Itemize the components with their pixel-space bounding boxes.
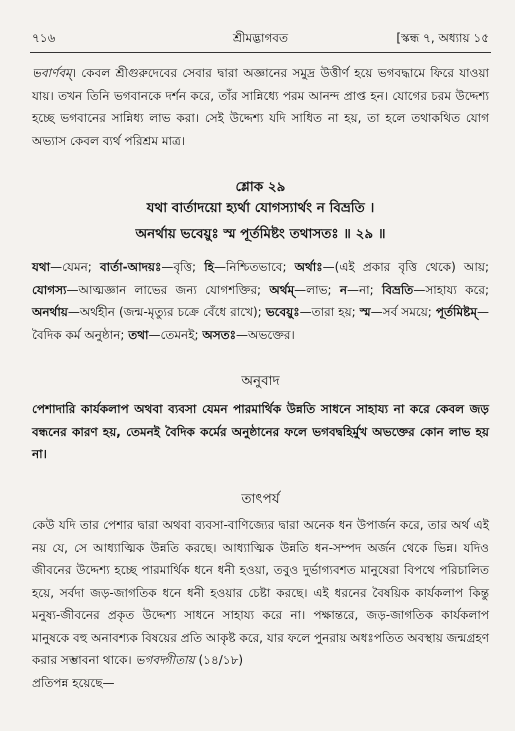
synonym-entry: যোগস্য—আত্মজ্ঞান লাভের জন্য যোগশক্তির;: [32, 282, 270, 297]
header-rule: [30, 52, 491, 53]
purport-paragraph: [32, 514, 489, 694]
book-title: শ্রীমদ্ভাগবত: [232, 31, 288, 45]
gita-verse-number: (১৪/১৮): [194, 653, 244, 667]
gita-reference: ভগবদ্গীতায়: [135, 653, 195, 667]
translation-text: পেশাদারি কার্যকলাপ অথবা ব্যবসা যেমন পারমার্থিক উন্নতি সাধনে সাহায্য না করে কেবল জড় বন্ধনের কারণ হয়, তেমনই বৈদিক কর্মের অনুষ্ঠানের ফলে ভগবদ্বহির্মুখ অভক্তের কোন লাভ হয় না।: [32, 402, 489, 461]
purport-continuation: প্রতিপন্ন হয়েছে—: [32, 675, 115, 690]
purport-title: তাৎপর্য: [241, 491, 280, 507]
synonym-entry: যথা—যেমন;: [32, 260, 100, 274]
synonyms-paragraph: [32, 256, 489, 346]
verse-title: শ্লোক ২৯: [235, 179, 286, 195]
synonym-entry: তথা—তেমনই;: [128, 327, 203, 342]
synonym-entry: পূর্তমিষ্টম্—বৈদিক কর্ম অনুষ্ঠান;: [32, 305, 489, 342]
synonym-entry: অসতঃ—অভক্তের।: [202, 327, 295, 342]
page-number: ৭১৬: [32, 31, 56, 45]
intro-paragraph: [32, 62, 489, 152]
section-label: [স্কন্ধ ৭, অধ্যায় ১৫: [396, 31, 489, 45]
synonym-entry: অনর্থায়—অর্থহীন (জন্ম-মৃত্যুর চক্রে বেঁধে রাখে);: [32, 305, 266, 319]
purport-text: কেউ যদি তার পেশার দ্বারা অথবা ব্যবসা-বাণিজ্যের দ্বারা অনেক ধন উপার্জন করে, তার অর্থ এই নয় যে, সে আধ্যাত্মিক উন্নতি করছে। আধ্যাত্মিক উন্নতি ধন-সম্পদ অর্জন থেকে ভিন্ন। যদিও জীবনের উদ্দেশ্য হচ্ছে পারমার্থিক ধনে ধনী হওয়া, তবুও দুর্ভাগ্যবশত মানুষেরা বিপথে পরিচালিত হয়ে, সর্বদা জড়-জাগতিক ধনে ধনী হওয়ার চেষ্টা করছে। এই ধরনের বৈষয়িক কার্যকলাপ কিন্তু মনুষ্য-জীবনের প্রকৃত উদ্দেশ্য সাধনে সাহায্য করে না। পক্ষান্তরে, জড়-জাগতিক কার্যকলাপ মানুষকে বহু অনাবশ্যক বিষয়ের প্রতি আকৃষ্ট করে, যার ফলে পুনরায় অধঃপতিত অবস্থায় জন্মগ্রহণ করার সম্ভাবনা থাকে।: [32, 518, 489, 667]
verse-line-1: যথা বার্তাদয়ো হ্যর্থা যোগস্যার্থং ন বিভ্রতি ।: [146, 200, 375, 216]
synonym-entry: অর্থাঃ—(এই প্রকার বৃত্তি থেকে) আয়;: [294, 260, 489, 274]
intro-lead-term: ভবার্ণবম্: [32, 66, 72, 80]
verse-line-2: অনর্থায় ভবেয়ুঃ স্ম পূর্তমিষ্টং তথাসতঃ ॥ ২৯ ॥: [135, 226, 386, 242]
synonym-entry: বিভ্রতি—সাহায্য করে;: [381, 282, 490, 297]
intro-text: । কেবল শ্রীগুরুদেবের সেবার দ্বারা অজ্ঞানের সমুদ্র উত্তীর্ণ হয়ে ভগবদ্ধামে ফিরে যাওয়া যায়। তখন তিনি ভগবানকে দর্শন করে, তাঁর সান্নিধ্যে পরম আনন্দ প্রাপ্ত হন। যোগের চরম উদ্দেশ্য হচ্ছে ভগবানের সান্নিধ্য লাভ করা। সেই উদ্দেশ্য যদি সাধিত না হয়, তা হলে তথাকথিত যোগ অভ্যাস কেবল ব্যর্থ পরিশ্রম মাত্র।: [32, 66, 489, 148]
synonym-entry: হি—নিশ্চিতভাবে;: [204, 260, 295, 274]
synonym-entry: বার্তা-আদয়ঃ—বৃত্তি;: [99, 260, 205, 274]
synonym-entry: ভবেয়ুঃ—তারা হয়;: [265, 305, 360, 319]
synonym-entry: ন—না;: [339, 282, 382, 297]
synonym-entry: স্ম—সর্ব সময়ে;: [359, 305, 436, 319]
synonym-entry: অর্থম্—লাভ;: [269, 282, 340, 297]
translation-title: অনুবাদ: [241, 373, 280, 389]
page-header: [32, 30, 489, 50]
